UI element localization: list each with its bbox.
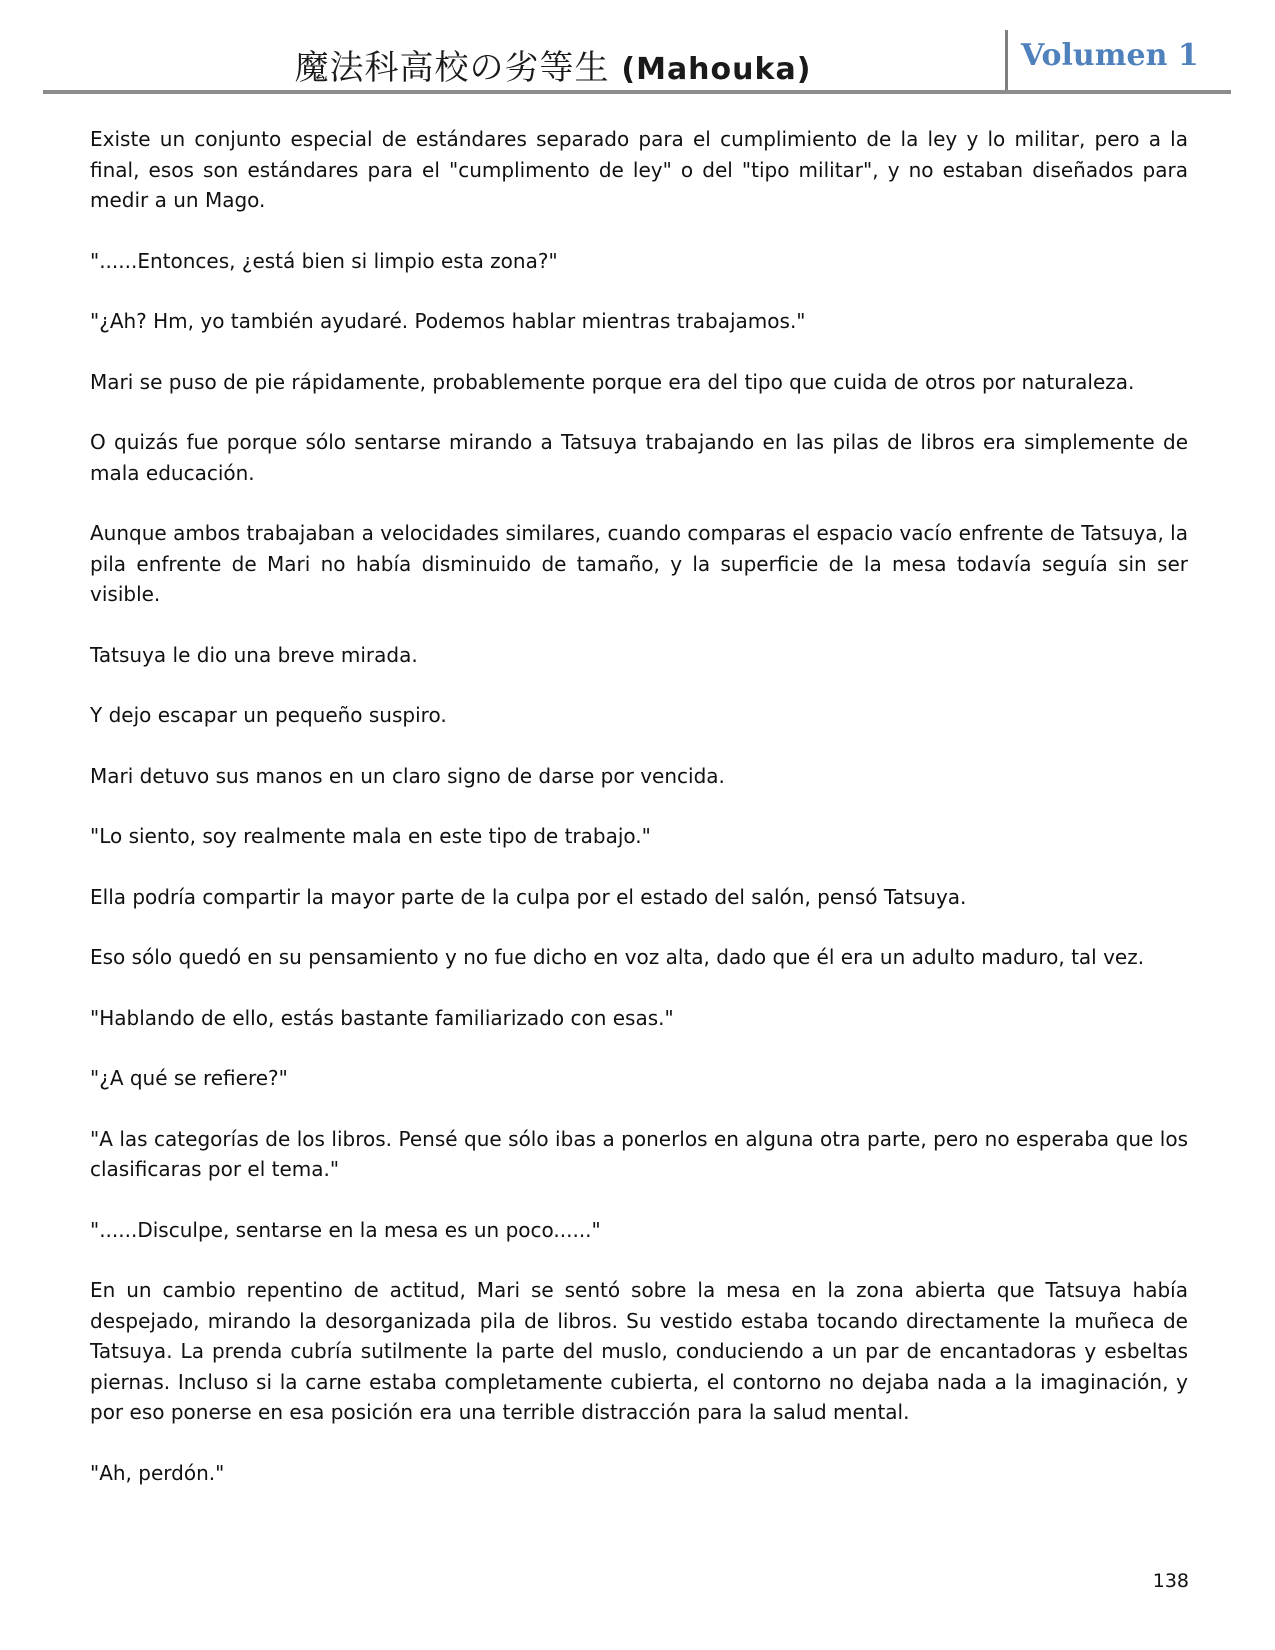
book-title-latin: (Mahouka) xyxy=(621,52,812,87)
paragraph: Ella podría compartir la mayor parte de la culpa por el estado del salón, pensó Tatsuya. xyxy=(90,884,967,909)
page-header xyxy=(43,28,1231,94)
page-number: 138 xyxy=(1152,1570,1189,1592)
paragraph: "Ah, perdón." xyxy=(90,1460,225,1485)
paragraph: O quizás fue porque sólo sentarse mirando a Tatsuya trabajando en las pilas de libros era simplemente de mala educación. xyxy=(90,430,1188,485)
paragraph: Mari se puso de pie rápidamente, probablemente porque era del tipo que cuida de otros por naturaleza. xyxy=(90,369,1135,394)
header-rule xyxy=(43,90,1231,94)
paragraph: "A las categorías de los libros. Pensé que sólo ibas a ponerlos en alguna otra parte, pero no esperaba que los clasificaras por el tema." xyxy=(90,1126,1188,1181)
paragraph: Aunque ambos trabajaban a velocidades similares, cuando comparas el espacio vacío enfrente de Tatsuya, la pila enfrente de Mari no había disminuido de tamaño, y la superficie de la mesa todavía seguía sin ser visible. xyxy=(90,521,1188,606)
paragraph: Eso sólo quedó en su pensamiento y no fue dicho en voz alta, dado que él era un adulto maduro, tal vez. xyxy=(90,945,1145,969)
paragraph: "......Disculpe, sentarse en la mesa es un poco......" xyxy=(90,1217,601,1242)
paragraph: En un cambio repentino de actitud, Mari se sentó sobre la mesa en la zona abierta que Tatsuya había despejado, mirando la desorganizada pila de libros. Su vestido estaba tocando directamente la muñeca de Tatsuya. La prenda cubría sutilmente la parte del muslo, conduciendo a un par de encantadoras y esbeltas piernas. Incluso si la carne estaba completamente cubierta, el contorno no dejaba nada a la imaginación, y por eso ponerse en esa posición era una terrible distracción para la salud mental. xyxy=(90,1278,1188,1424)
paragraph: Existe un conjunto especial de estándares separado para el cumplimiento de la ley y lo militar, pero a la final, esos son estándares para el "cumplimento de ley" o del "tipo militar", y no estaban diseñados para medir a un Mago. xyxy=(90,127,1188,212)
book-title xyxy=(253,40,853,89)
volume-label: Volumen 1 xyxy=(1021,38,1199,73)
page-body xyxy=(90,124,1188,1518)
paragraph: Mari detuvo sus manos en un claro signo de darse por vencida. xyxy=(90,763,725,788)
header-divider xyxy=(1005,30,1008,92)
paragraph: "......Entonces, ¿está bien si limpio esta zona?" xyxy=(90,248,558,273)
paragraph: "Hablando de ello, estás bastante familiarizado con esas." xyxy=(90,1005,674,1030)
book-title-japanese: 魔法科高校の劣等生 xyxy=(294,48,610,88)
paragraph: "¿A qué se refiere?" xyxy=(90,1066,288,1090)
paragraph: "Lo siento, soy realmente mala en este tipo de trabajo." xyxy=(90,824,651,848)
paragraph: Tatsuya le dio una breve mirada. xyxy=(90,642,418,667)
paragraph: "¿Ah? Hm, yo también ayudaré. Podemos hablar mientras trabajamos." xyxy=(90,309,806,333)
paragraph: Y dejo escapar un pequeño suspiro. xyxy=(90,703,447,727)
